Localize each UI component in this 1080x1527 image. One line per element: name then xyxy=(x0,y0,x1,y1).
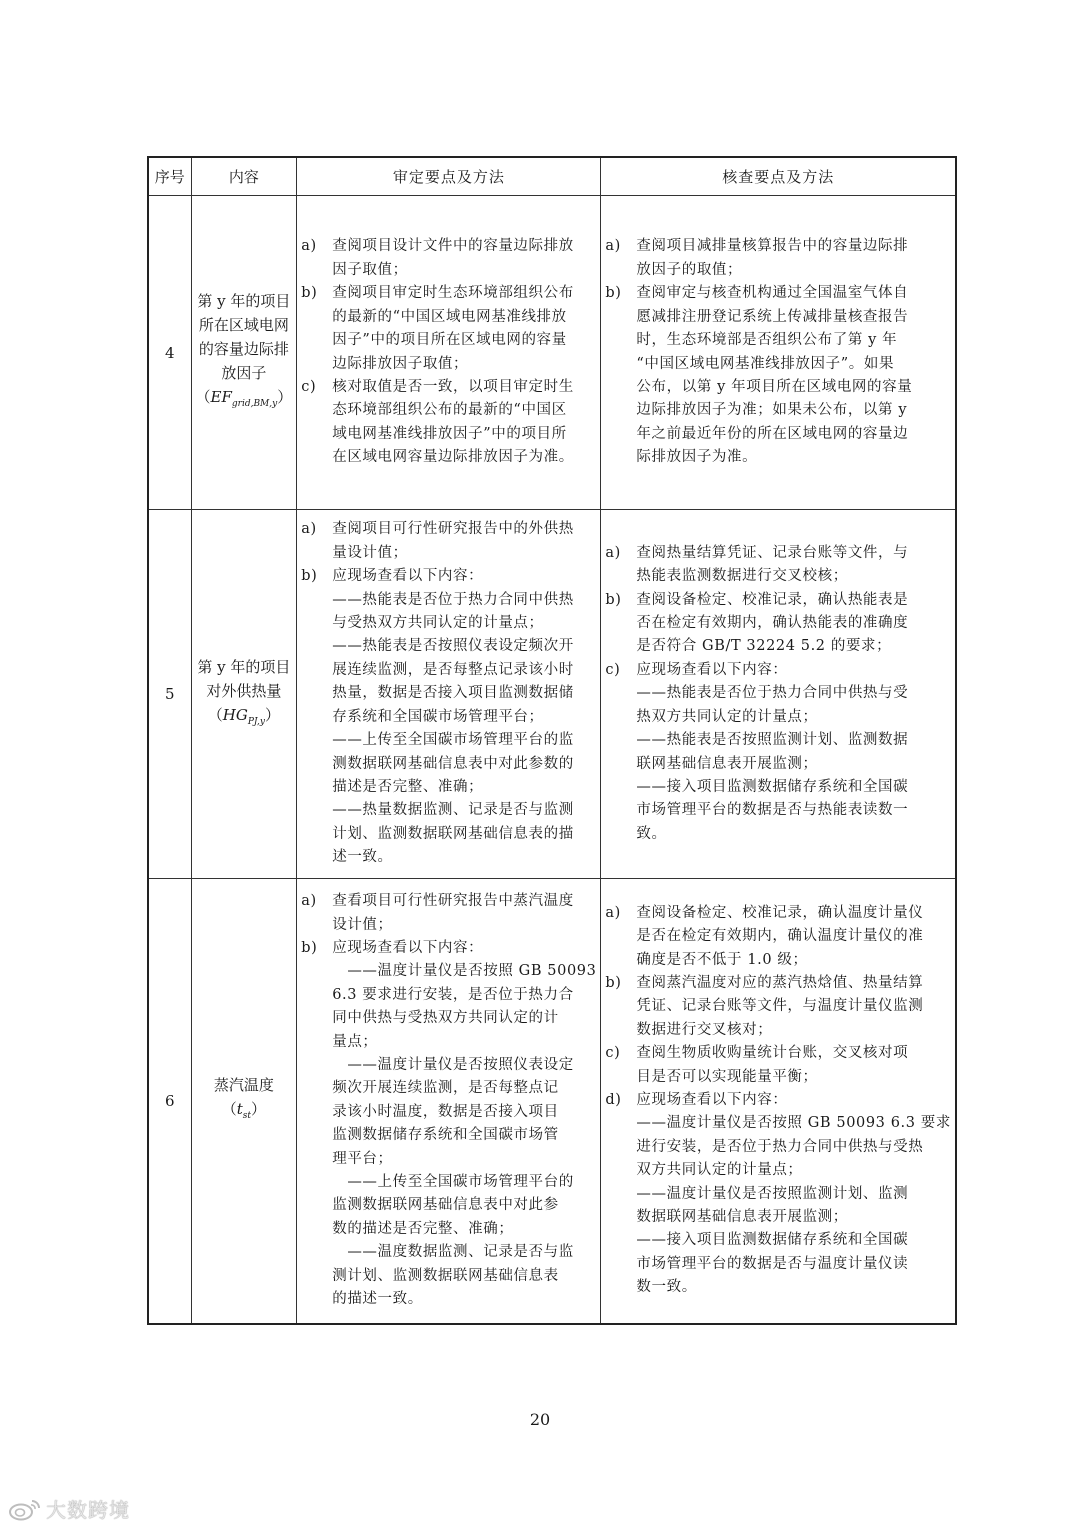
item-text-line: 边际排放因子为准；如果未公布，以第 y xyxy=(636,402,908,419)
item-text-line: 边际排放因子取值； xyxy=(332,355,469,372)
item-text-line: 是否符合 GB/T 32224 5.2 的要求； xyxy=(636,638,892,655)
item-label: b) xyxy=(301,939,318,956)
review-table xyxy=(147,156,957,1325)
method-item xyxy=(601,972,955,1042)
table-row xyxy=(148,510,956,879)
item-text-line: 因子”中的项目所在区域电网的容量 xyxy=(332,332,567,349)
method-item xyxy=(601,589,955,659)
item-text-line: 目是否可以实现能量平衡； xyxy=(636,1068,818,1085)
item-text-line: 量设计值； xyxy=(332,544,408,561)
item-text-line: 述一致。 xyxy=(332,849,393,866)
item-text-line: 6.3 要求进行安装，是否位于热力合 xyxy=(332,986,574,1003)
item-text-line: 查阅项目设计文件中的容量边际排放 xyxy=(332,238,574,255)
item-text-line: 态环境部组织公布的最新的“中国区 xyxy=(332,402,567,419)
item-text-line: 时，生态环境部是否组织公布了第 y 年 xyxy=(636,332,898,349)
item-text-line: 的最新的“中国区域电网基准线排放 xyxy=(332,308,567,325)
header-verify: 核查要点及方法 xyxy=(601,157,956,196)
item-text-line: 应现场查看以下内容： xyxy=(332,939,484,956)
table-row xyxy=(148,879,956,1324)
item-label: a) xyxy=(301,893,317,910)
symbol-subscript: grid,BM,y xyxy=(231,399,278,409)
item-text-line: 放因子的取值； xyxy=(636,261,743,278)
item-text-line: 凭证、记录台账等文件，与温度计量仪监测 xyxy=(636,998,924,1015)
item-text-line: 市场管理平台的数据是否与温度计量仪读 xyxy=(636,1255,909,1272)
item-text-line: ——温度计量仪是否按照监测计划、监测 xyxy=(636,1185,909,1202)
item-label: a) xyxy=(605,904,621,921)
verify-methods xyxy=(601,196,956,510)
method-item xyxy=(601,282,955,469)
item-text-line: 域电网基准线排放因子”中的项目所 xyxy=(332,425,567,442)
item-text-line: 热量，数据是否接入项目监测数据储 xyxy=(332,685,574,702)
method-item xyxy=(297,376,600,470)
item-text-line: 查阅生物质收购量统计台账，交叉核对项 xyxy=(636,1045,909,1062)
item-text-line: 数一致。 xyxy=(636,1279,697,1296)
table-row xyxy=(148,196,956,510)
audit-methods xyxy=(297,510,601,879)
item-label: a) xyxy=(605,544,621,561)
item-text-line: 描述是否完整、准确； xyxy=(332,778,484,795)
item-text-line: 查阅审定与核查机构通过全国温室气体自 xyxy=(636,285,909,302)
item-text-line: “中国区域电网基准线排放因子”。如果 xyxy=(636,355,895,372)
item-text-line: ——温度数据监测、记录是否与监 xyxy=(332,1244,574,1261)
item-text-line: 设计值； xyxy=(332,916,393,933)
item-text-line: 应现场查看以下内容： xyxy=(636,1092,788,1109)
method-item xyxy=(601,235,955,282)
watermark-text: 大数跨境 xyxy=(46,1498,130,1522)
item-text-line: 否在检定有效期内，确认热能表的准确度 xyxy=(636,615,909,632)
symbol-main: EF xyxy=(210,388,232,406)
item-text-line: 查阅设备检定、校准记录，确认温度计量仪 xyxy=(636,904,924,921)
header-audit: 审定要点及方法 xyxy=(297,157,601,196)
item-text-line: 致。 xyxy=(636,825,667,842)
item-text-line: 存系统和全国碳市场管理平台； xyxy=(332,708,544,725)
item-label: b) xyxy=(301,568,318,585)
row-number: 6 xyxy=(148,879,191,1324)
watermark xyxy=(8,1494,130,1523)
item-text-line: ——热能表是否按照仪表设定频次开 xyxy=(332,638,574,655)
parameter-content xyxy=(191,879,297,1324)
item-label: c) xyxy=(605,1045,621,1062)
item-label: b) xyxy=(605,285,622,302)
item-text-line: 频次开展连续监测，是否每整点记 xyxy=(332,1080,559,1097)
parameter-content xyxy=(191,196,297,510)
item-text-line: 在区域电网容量边际排放因子为准。 xyxy=(332,449,574,466)
item-text-line: 愿减排注册登记系统上传减排量核查报告 xyxy=(636,308,909,325)
item-text-line: ——接入项目监测数据储存系统和全国碳 xyxy=(636,1232,909,1249)
item-text-line: 计划、监测数据联网基础信息表的描 xyxy=(332,825,574,842)
item-text-line: ——上传至全国碳市场管理平台的监 xyxy=(332,732,574,749)
weibo-logo-icon xyxy=(8,1497,42,1521)
symbol-subscript: st xyxy=(242,1111,251,1122)
method-item xyxy=(601,542,955,589)
item-text-line: 是否在检定有效期内，确认温度计量仪的准 xyxy=(636,928,924,945)
parameter-name: 第 y 年的项目对外供热量 xyxy=(197,657,291,700)
item-label: a) xyxy=(605,238,621,255)
item-text-line: 双方共同认定的计量点； xyxy=(636,1162,803,1179)
table-header-row xyxy=(148,157,956,196)
method-item xyxy=(601,659,955,846)
item-label: a) xyxy=(301,521,317,538)
item-text-line: 数据进行交叉核对； xyxy=(636,1021,773,1038)
item-text-line: 监测数据联网基础信息表中对此参 xyxy=(332,1197,559,1214)
item-text-line: 数据联网基础信息表开展监测； xyxy=(636,1209,848,1226)
item-text-line: ——热能表是否按照监测计划、监测数据 xyxy=(636,732,909,749)
page-number: 20 xyxy=(529,1410,551,1429)
item-label: d) xyxy=(605,1092,622,1109)
item-text-line: 查看项目可行性研究报告中蒸汽温度 xyxy=(332,893,574,910)
row-number: 4 xyxy=(148,196,191,510)
symbol-main: t xyxy=(236,1100,243,1119)
header-content: 内容 xyxy=(191,157,297,196)
method-item xyxy=(297,565,600,869)
method-item xyxy=(601,1089,955,1300)
item-text-line: 理平台； xyxy=(332,1150,393,1167)
item-text-line: 查阅设备检定、校准记录，确认热能表是 xyxy=(636,591,909,608)
item-text-line: 进行安装，是否位于热力合同中供热与受热 xyxy=(636,1138,924,1155)
item-label: c) xyxy=(301,378,317,395)
item-text-line: 查阅热量结算凭证、记录台账等文件，与 xyxy=(636,544,909,561)
item-text-line: 数的描述是否完整、准确； xyxy=(332,1220,514,1237)
item-label: c) xyxy=(605,661,621,678)
item-text-line: 热能表监测数据进行交叉校核； xyxy=(636,568,848,585)
method-item xyxy=(297,937,600,1312)
item-text-line: 联网基础信息表开展监测； xyxy=(636,755,818,772)
item-text-line: 应现场查看以下内容： xyxy=(636,661,788,678)
item-text-line: ——上传至全国碳市场管理平台的 xyxy=(332,1173,574,1190)
symbol-subscript: PJ,y xyxy=(247,716,265,727)
parameter-symbol: $(HG_{PJ,y})$ xyxy=(207,705,280,727)
audit-methods xyxy=(297,879,601,1324)
item-text-line: 的描述一致。 xyxy=(332,1291,423,1307)
item-text-line: 市场管理平台的数据是否与热能表读数一 xyxy=(636,802,909,819)
item-text-line: 测数据联网基础信息表中对此参数的 xyxy=(332,755,574,772)
item-text-line: 查阅项目减排量核算报告中的容量边际排 xyxy=(636,238,909,255)
method-item xyxy=(297,282,600,376)
item-label: b) xyxy=(605,591,622,608)
item-text-line: 与受热双方共同认定的计量点； xyxy=(332,615,544,632)
parameter-content xyxy=(191,510,297,879)
item-text-line: 查阅项目可行性研究报告中的外供热 xyxy=(332,521,574,538)
item-text-line: 确度是否不低于 1.0 级； xyxy=(636,951,808,968)
item-label: b) xyxy=(301,285,318,302)
item-text-line: 际排放因子为准。 xyxy=(636,449,758,466)
row-number: 5 xyxy=(148,510,191,879)
verify-methods xyxy=(601,879,956,1324)
parameter-name: 蒸汽温度 xyxy=(213,1076,274,1095)
item-text-line: 查阅项目审定时生态环境部组织公布 xyxy=(332,285,574,302)
item-text-line: 核对取值是否一致，以项目审定时生 xyxy=(332,378,574,395)
item-text-line: 公布，以第 y 年项目所在区域电网的容量 xyxy=(636,378,913,395)
item-text-line: ——热量数据监测、记录是否与监测 xyxy=(332,802,574,819)
item-text-line: 录该小时温度，数据是否接入项目 xyxy=(332,1103,559,1120)
item-text-line: 因子取值； xyxy=(332,261,408,278)
parameter-name: 第 y 年的项目所在区域电网的容量边际排放因子 xyxy=(197,292,291,382)
item-text-line: ——接入项目监测数据储存系统和全国碳 xyxy=(636,778,909,795)
item-label: b) xyxy=(605,975,622,992)
verify-methods xyxy=(601,510,956,879)
parameter-symbol: $(EF_{grid,BM,y})$ xyxy=(195,388,293,409)
item-text-line: 测计划、监测数据联网基础信息表 xyxy=(332,1267,559,1284)
item-text-line: ——温度计量仪是否按照 GB 50093 xyxy=(332,963,597,980)
item-text-line: 监测数据储存系统和全国碳市场管 xyxy=(332,1127,559,1144)
method-item xyxy=(297,890,600,937)
header-no: 序号 xyxy=(148,157,191,196)
item-text-line: 应现场查看以下内容： xyxy=(332,568,484,585)
method-item xyxy=(297,235,600,282)
item-label: a) xyxy=(301,238,317,255)
method-item xyxy=(601,902,955,972)
item-text-line: 展连续监测，是否每整点记录该小时 xyxy=(332,661,574,678)
item-text-line: ——温度计量仪是否按照 GB 50093 6.3 要求 xyxy=(636,1115,951,1132)
item-text-line: ——热能表是否位于热力合同中供热与受 xyxy=(636,685,909,702)
item-text-line: 量点； xyxy=(332,1033,378,1050)
parameter-symbol: $(t_{st})$ xyxy=(221,1100,267,1122)
symbol-main: HG xyxy=(222,705,248,724)
method-item xyxy=(297,518,600,565)
item-text-line: 年之前最近年份的所在区域电网的容量边 xyxy=(636,425,909,442)
item-text-line: ——热能表是否位于热力合同中供热 xyxy=(332,591,574,608)
item-text-line: 查阅蒸汽温度对应的蒸汽热焓值、热量结算 xyxy=(636,975,924,992)
item-text-line: ——温度计量仪是否按照仪表设定 xyxy=(332,1056,574,1073)
audit-methods xyxy=(297,196,601,510)
item-text-line: 同中供热与受热双方共同认定的计 xyxy=(332,1010,559,1027)
item-text-line: 热双方共同认定的计量点； xyxy=(636,708,818,725)
method-item xyxy=(601,1042,955,1089)
